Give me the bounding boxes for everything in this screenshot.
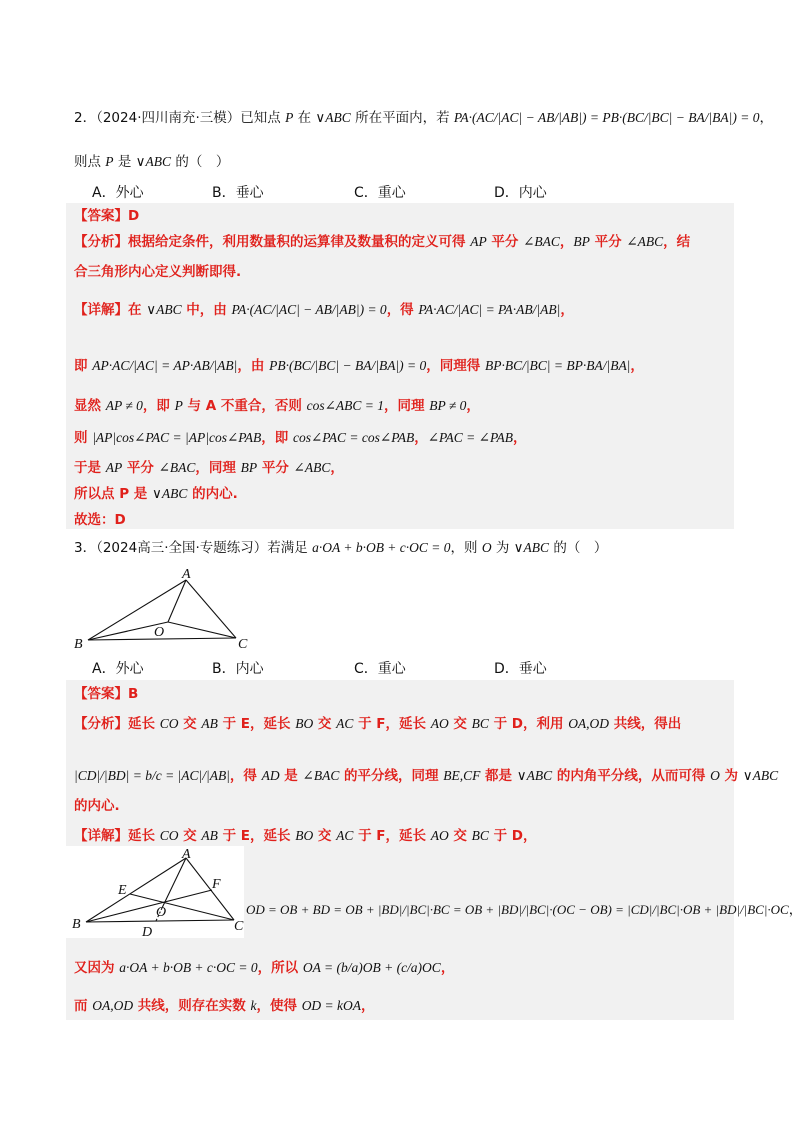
q2-detail-1: 【详解】在 ∨ABC 中，由 PA·(AC/|AC| − AB/|AB|) = 0，得 PA·AC/|AC| = PA·AB/|AB|， (74, 302, 574, 318)
fig1-label-b: B (74, 637, 83, 652)
fig1-label-c: C (238, 637, 248, 652)
q3-analysis-3: 的内心. (74, 798, 120, 814)
q3-analysis-2: |CD|/|BD| = b/c = |AC|/|AB|，得 AD 是 ∠BAC 的平分线，同理 BE,CF 都是 ∨ABC 的内角平分线，从而可得 O 为 ∨ABC (74, 768, 779, 784)
q2-option-a[interactable]: A．外心 (92, 185, 144, 201)
q3-detail-3: 而 OA,OD 共线，则存在实数 k，使得 OD = kOA， (74, 998, 375, 1014)
q3-answer: 【答案】B (74, 686, 139, 702)
q3-option-d[interactable]: D．垂心 (494, 661, 547, 677)
q2-choice: 故选：D (74, 512, 126, 528)
fig2-label-d: D (142, 925, 153, 940)
q3-option-b[interactable]: B．内心 (212, 661, 264, 677)
q2-analysis-1: 【分析】根据给定条件，利用数量积的运算律及数量积的定义可得 AP 平分 ∠BAC，BP 平分 ∠ABC，结 (74, 234, 691, 250)
fig2-label-a: A (182, 847, 191, 862)
q3-figure-triangle (64, 566, 264, 656)
q2-stem: 2．（2024·四川南充·三模）已知点 P 在 ∨ABC 所在平面内，若 PA·(AC/|AC| − AB/|AB|) = PB·(BC/|BC| − BA/|BA|) = 0， (74, 110, 773, 126)
q3-stem: 3．（2024高三·全国·专题练习）若满足 a·OA + b·OB + c·OC = 0，则 O 为 ∨ABC 的（ ） (74, 540, 608, 556)
q2-detail-4: 则 |AP|cos∠PAC = |AP|cos∠PAB，即 cos∠PAC = cos∠PAB，∠PAC = ∠PAB， (74, 430, 527, 446)
q2-detail-2: 即 AP·AC/|AC| = AP·AB/|AB|，由 PB·(BC/|BC| − BA/|BA|) = 0，同理得 BP·BC/|BC| = BP·BA/|BA|， (74, 358, 644, 374)
q2-option-b[interactable]: B．垂心 (212, 185, 264, 201)
q3-detail-2: 又因为 a·OA + b·OB + c·OC = 0，所以 OA = (b/a)OB + (c/a)OC， (74, 960, 455, 976)
q3-formula: OD = OB + BD = OB + |BD|/|BC|·BC = OB + |BD|/|BC|·(OC − OB) = |CD|/|BC|·OB + |BD|/|BC|·OC， (246, 902, 802, 918)
fig2-label-b: B (72, 917, 81, 932)
q3-analysis-1: 【分析】延长 CO 交 AB 于 E，延长 BO 交 AC 于 F，延长 AO 交 BC 于 D，利用 OA,OD 共线，得出 (74, 716, 682, 732)
fig1-label-o: O (154, 625, 165, 640)
q3-detail-1: 【详解】延长 CO 交 AB 于 E，延长 BO 交 AC 于 F，延长 AO 交 BC 于 D， (74, 828, 537, 844)
q2-detail-6: 所以点 P 是 ∨ABC 的内心. (74, 486, 238, 502)
q2-stem-2: 则点 P 是 ∨ABC 的（ ） (74, 154, 230, 170)
fig2-label-c: C (234, 919, 244, 934)
fig2-label-e: E (118, 883, 127, 898)
q2-answer: 【答案】D (74, 208, 140, 224)
fig2-label-o: O (156, 905, 167, 920)
q2-detail-5: 于是 AP 平分 ∠BAC，同理 BP 平分 ∠ABC， (74, 460, 344, 476)
fig2-label-f: F (212, 877, 221, 892)
q2-option-c[interactable]: C．重心 (354, 185, 406, 201)
q3-option-c[interactable]: C．重心 (354, 661, 406, 677)
q2-option-d[interactable]: D．内心 (494, 185, 547, 201)
q3-option-a[interactable]: A．外心 (92, 661, 144, 677)
q2-analysis-2: 合三角形内心定义判断即得. (74, 264, 242, 280)
q3-figure-triangle-extended (64, 846, 244, 938)
fig1-label-a: A (182, 567, 191, 582)
q2-detail-3: 显然 AP ≠ 0，即 P 与 A 不重合，否则 cos∠ABC = 1，同理 BP ≠ 0， (74, 398, 480, 414)
